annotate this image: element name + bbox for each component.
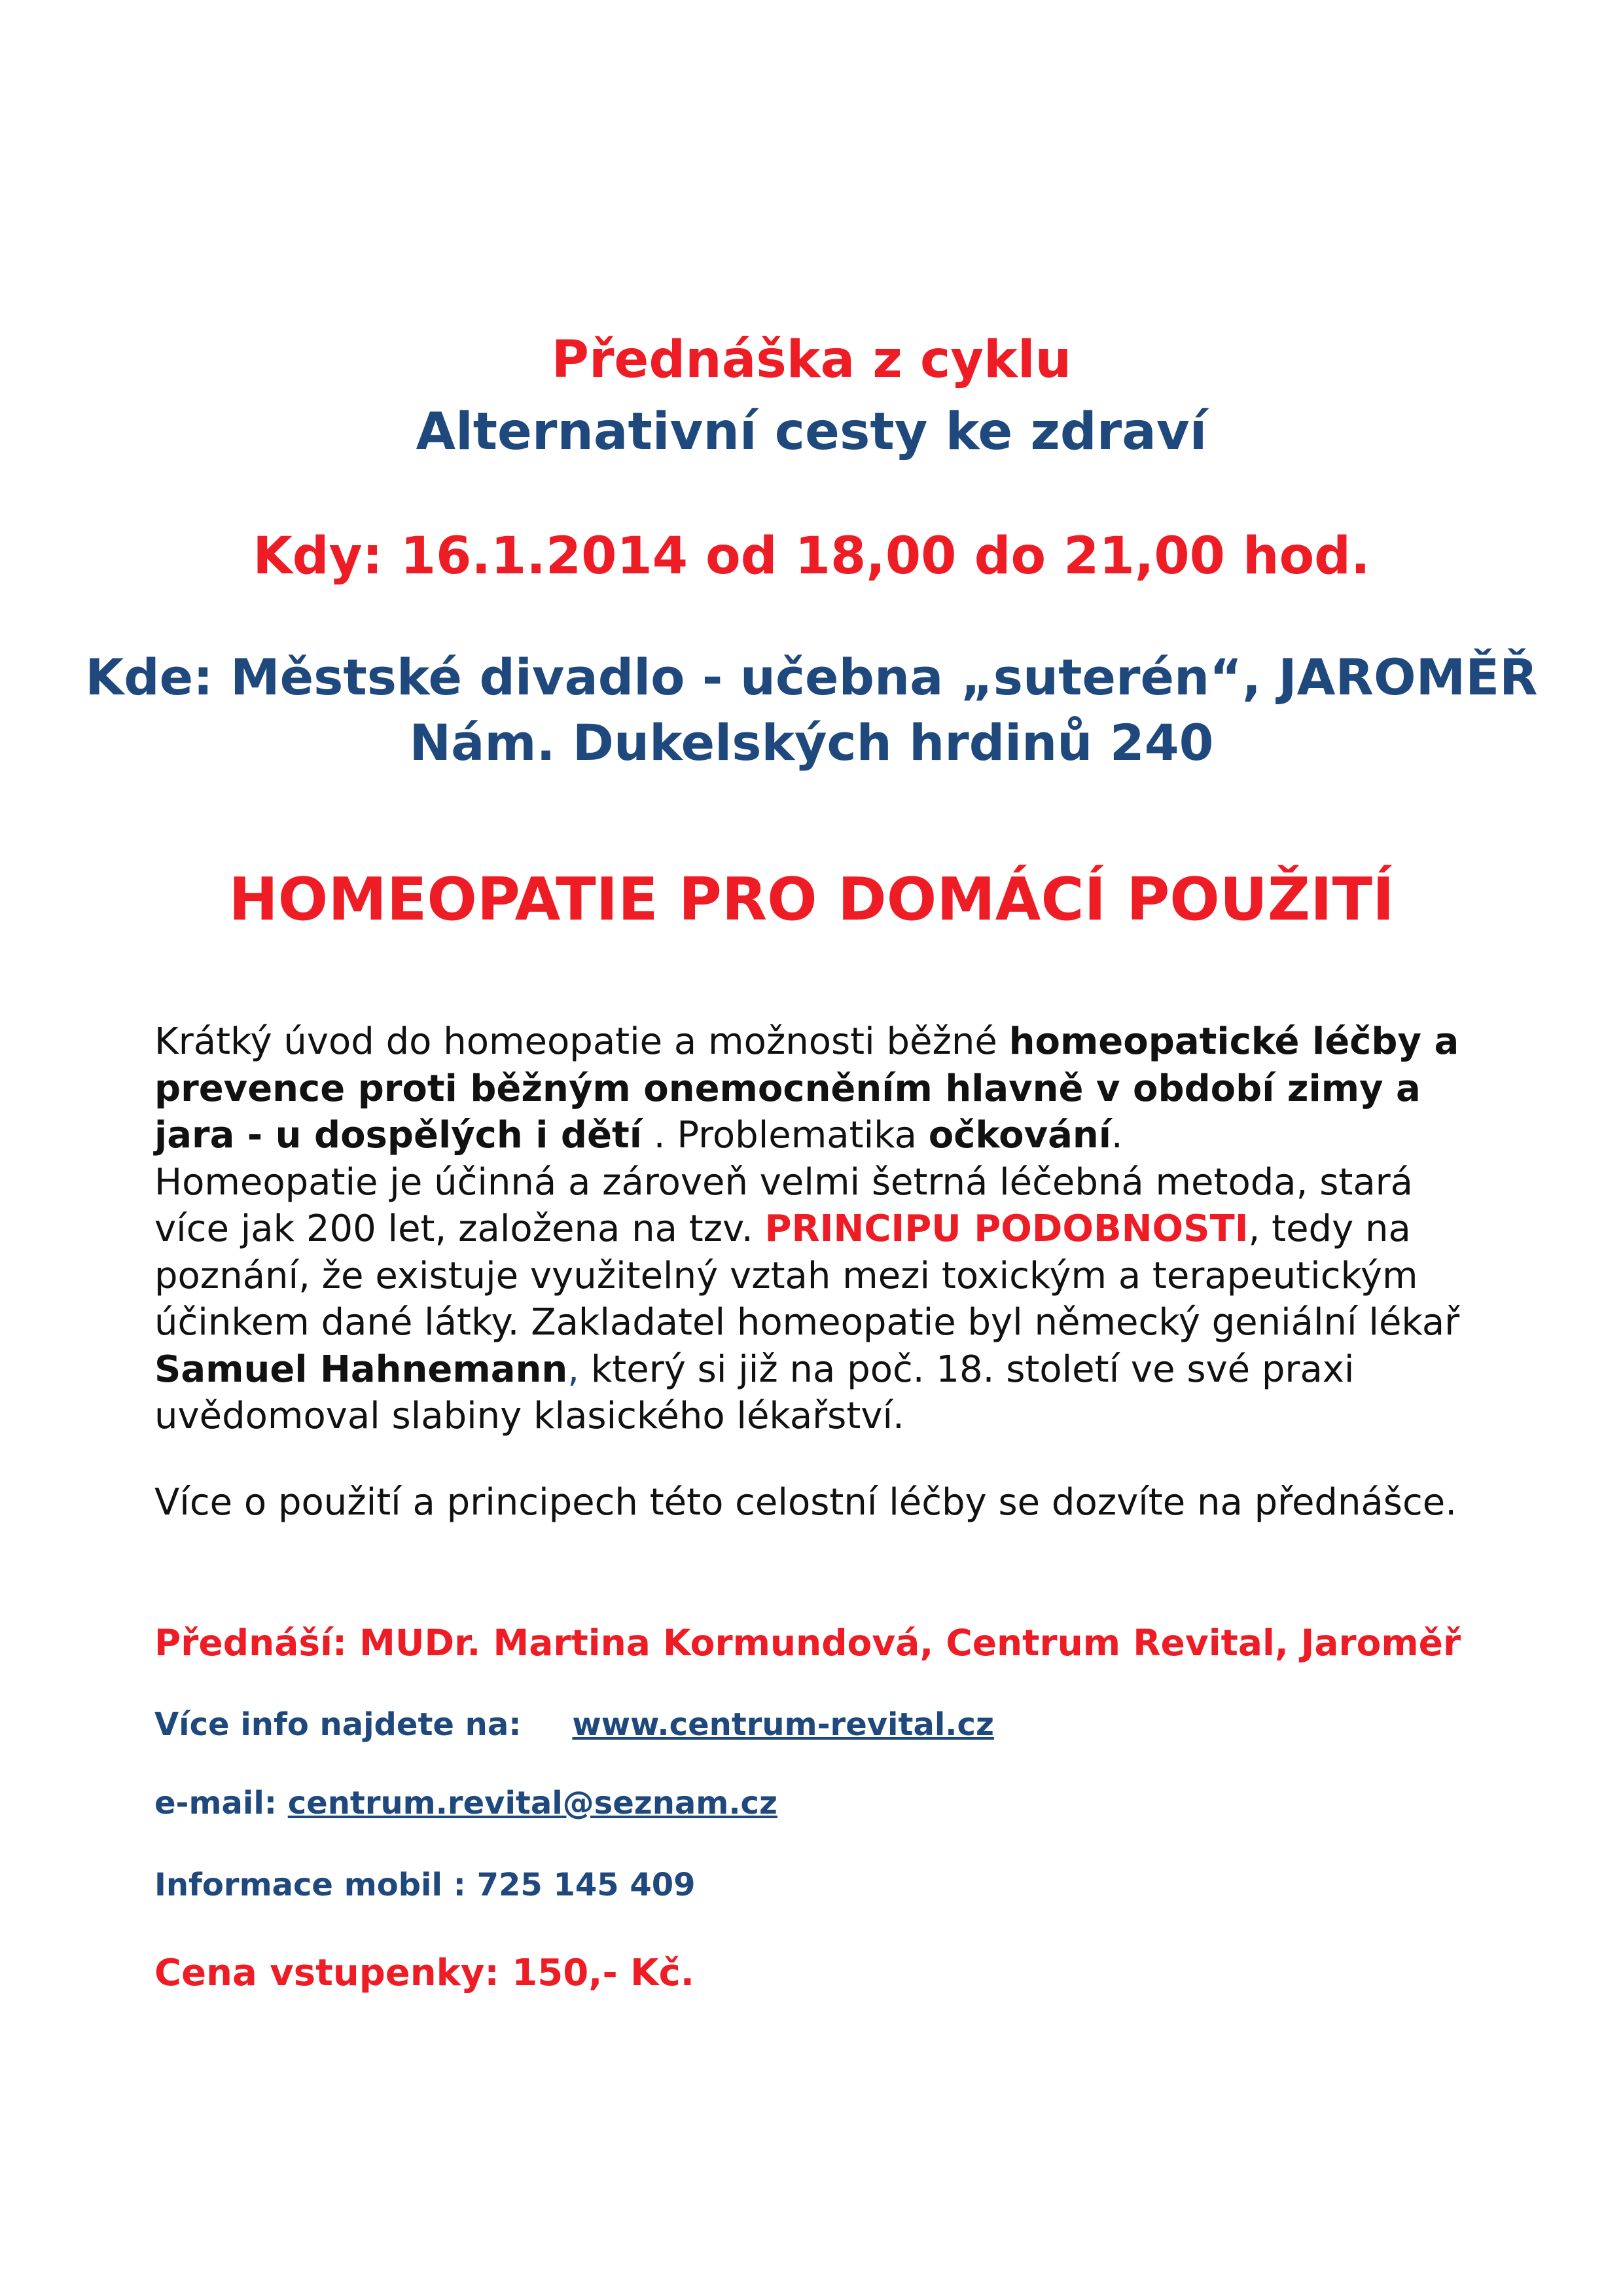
website-link[interactable]: www.centrum-revital.cz — [572, 1706, 994, 1743]
vaccination-emphasis: očkování — [928, 1114, 1111, 1157]
description-paragraph-2 — [154, 1159, 1489, 1440]
series-name: Alternativní cesty ke zdraví — [416, 403, 1207, 461]
paragraph-middle: , tedy na poznání, že existuje využitelný vztah mezi toxickým a terapeutickým účinkem dané látky. Zakladatel homeopatie byl německý geniální lékař — [154, 1208, 1460, 1344]
intro-middle: . Problematika — [641, 1114, 929, 1157]
email-link[interactable]: centrum.revital@seznam.cz — [287, 1785, 777, 1821]
intro-text: Krátký úvod do homeopatie a možnosti běžné — [154, 1020, 1009, 1063]
lecture-headline: HOMEOPATIE PRO DOMÁCÍ POUŽITÍ — [228, 865, 1395, 934]
lecturer: Přednáší: MUDr. Martina Kormundová, Centrum Revital, Jaroměř — [154, 1622, 1461, 1664]
intro-emphasis: homeopatické léčby a prevence proti běžným onemocněním hlavně v období zimy a jara - u dospělých i dětí — [154, 1020, 1459, 1157]
founder-comma: , — [567, 1348, 580, 1391]
event-date: Kdy: 16.1.2014 od 18,00 do 21,00 hod. — [253, 527, 1370, 586]
similarity-principle: PRINCIPU PODOBNOSTI — [764, 1208, 1249, 1250]
event-address: Nám. Dukelských hrdinů 240 — [409, 713, 1214, 772]
phone-info: Informace mobil : 725 145 409 — [154, 1867, 696, 1903]
website-row — [154, 1705, 994, 1744]
series-title: Přednáška z cyklu — [551, 331, 1072, 389]
description-paragraph-1 — [154, 1018, 1489, 1159]
paragraph-start: Homeopatie je účinná a zároveň velmi šetrná léčebná metoda, stará více jak 200 let, založena na tzv. — [154, 1160, 1413, 1250]
founder-name: Samuel Hahnemann — [154, 1348, 568, 1391]
description — [154, 1018, 1489, 1440]
intro-end: . — [1111, 1114, 1123, 1157]
more-info-text: Více o použití a principech této celostní léčby se dozvíte na přednášce. — [154, 1481, 1457, 1524]
event-venue: Kde: Městské divadlo - učebna „suterén“, JAROMĚŘ — [85, 648, 1538, 706]
paragraph-tail: který si již na poč. 18. století ve své praxi uvědomoval slabiny klasického lékařství. — [154, 1348, 1355, 1437]
email-label: e-mail: — [154, 1785, 288, 1821]
ticket-price: Cena vstupenky: 150,- Kč. — [154, 1952, 695, 1994]
email-row — [154, 1784, 777, 1823]
website-label: Více info najdete na: — [154, 1706, 522, 1743]
